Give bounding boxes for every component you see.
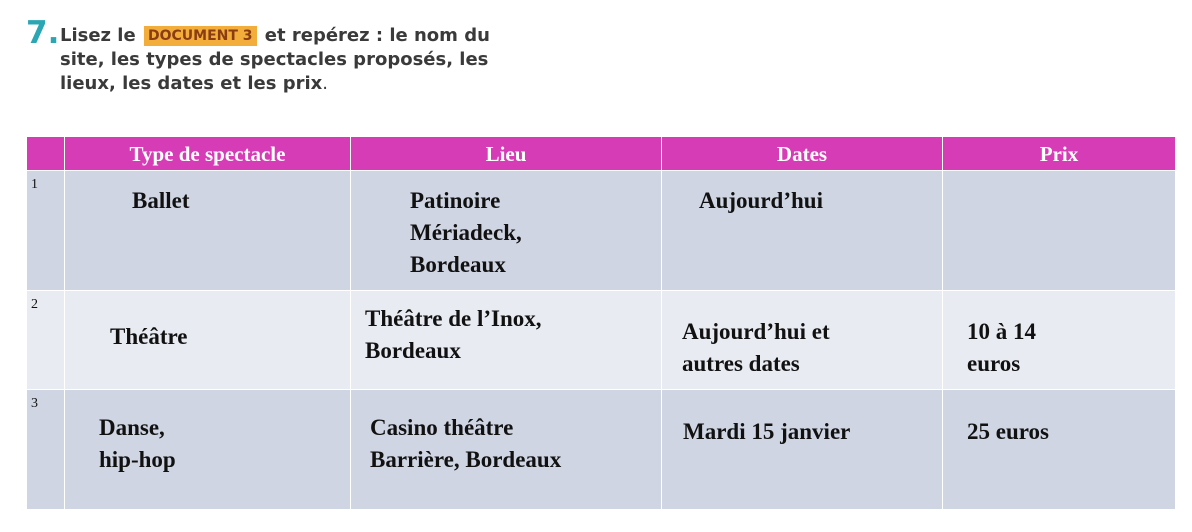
cell-prix xyxy=(943,291,1176,390)
cell-text: hip-hop xyxy=(99,446,176,472)
row-number: 1 xyxy=(27,171,65,291)
cell-type xyxy=(65,291,351,390)
header-lieu: Lieu xyxy=(351,137,662,171)
exercise-number: 7. xyxy=(26,15,60,51)
cell-dates xyxy=(662,389,943,509)
cell-text: Bordeaux xyxy=(410,252,506,277)
cell-text: Patinoire xyxy=(410,188,501,213)
cell-lieu xyxy=(351,389,662,509)
table-row xyxy=(27,291,1176,390)
cell-type xyxy=(65,171,351,291)
cell-text: Ballet xyxy=(132,188,190,213)
cell-lieu xyxy=(351,171,662,291)
table-header-row xyxy=(27,137,1176,171)
cell-text: Bordeaux xyxy=(365,338,461,364)
cell-dates xyxy=(662,291,943,390)
header-dates: Dates xyxy=(662,137,943,171)
cell-text: Aujourd’hui xyxy=(699,188,823,213)
cell-type xyxy=(65,389,351,509)
header-prix: Prix xyxy=(943,137,1176,171)
cell-text: 10 à 14 xyxy=(967,319,1036,345)
cell-text: autres dates xyxy=(682,351,800,377)
cell-text: Théâtre xyxy=(110,324,188,350)
cell-prix xyxy=(943,389,1176,509)
cell-text: Danse, xyxy=(99,414,165,440)
instruction-text-line2: site, les types de spectacles proposés, les xyxy=(60,49,489,70)
header-type: Type de spectacle xyxy=(65,137,351,171)
cell-lieu xyxy=(351,291,662,390)
cell-text: euros xyxy=(967,351,1021,377)
document-tag: DOCUMENT 3 xyxy=(144,26,257,46)
instruction-text-line1: et repérez : le nom du xyxy=(264,25,490,46)
row-number: 2 xyxy=(27,291,65,390)
cell-prix xyxy=(943,171,1176,291)
cell-text: Barrière, Bordeaux xyxy=(370,446,562,472)
cell-text: Théâtre de l’Inox, xyxy=(365,306,542,332)
table-row xyxy=(27,389,1176,509)
cell-text: Mériadeck, xyxy=(410,220,522,245)
cell-text: Aujourd’hui et xyxy=(682,319,830,345)
header-num xyxy=(27,137,65,171)
cell-text: Mardi 15 janvier xyxy=(683,418,851,444)
instruction-text-line3: lieux, les dates et les prix xyxy=(60,73,323,94)
cell-text: Casino théâtre xyxy=(370,414,514,440)
row-number: 3 xyxy=(27,389,65,509)
instruction-text-end: . xyxy=(322,73,328,94)
shows-table xyxy=(26,136,1176,510)
cell-text: 25 euros xyxy=(967,418,1049,444)
cell-dates xyxy=(662,171,943,291)
exercise-text xyxy=(60,24,550,96)
instruction-text-start: Lisez le xyxy=(60,25,136,46)
table-row xyxy=(27,171,1176,291)
